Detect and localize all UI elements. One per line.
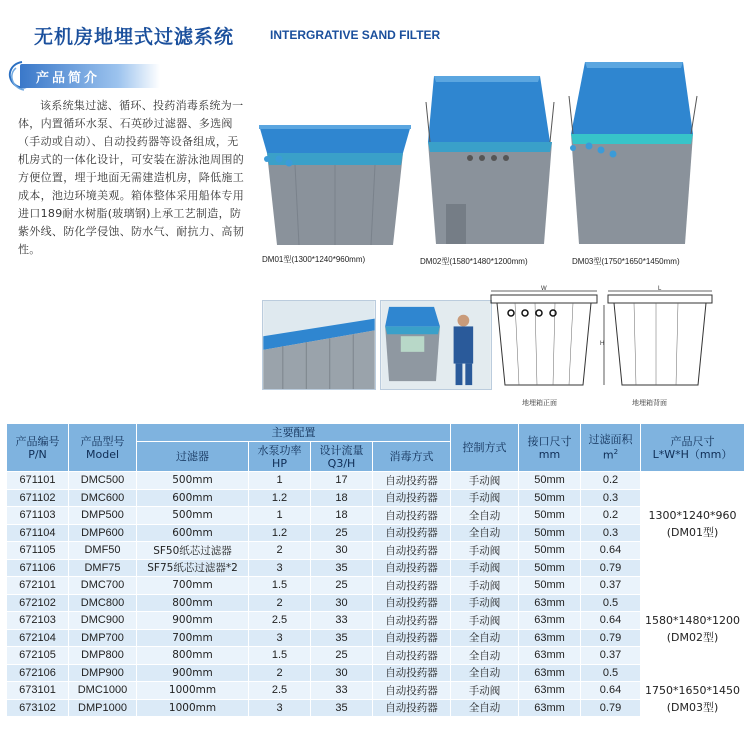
cell-control: 全自动	[451, 629, 519, 647]
cell-disinfect: 自动投药器	[373, 559, 451, 577]
cell-port: 63mm	[519, 664, 581, 682]
cell-model: DMP800	[69, 647, 137, 665]
cell-area: 0.64	[581, 682, 641, 700]
cell-port: 63mm	[519, 594, 581, 612]
cell-area: 0.5	[581, 594, 641, 612]
cell-area: 0.79	[581, 629, 641, 647]
cell-flow: 35	[311, 699, 373, 717]
cell-disinfect: 自动投药器	[373, 664, 451, 682]
cell-pump: 1.2	[249, 489, 311, 507]
cell-model: DMC800	[69, 594, 137, 612]
cell-pn: 672104	[7, 629, 69, 647]
product-dm03-caption: DM03型(1750*1650*1450mm)	[572, 257, 680, 266]
size-type: (DM01型)	[666, 526, 719, 539]
spec-table	[6, 423, 745, 717]
cell-model: DMC500	[69, 472, 137, 490]
cell-area: 0.79	[581, 699, 641, 717]
cell-port: 50mm	[519, 472, 581, 490]
intro-text: 该系统集过滤、循环、投药消毒系统为一体，内置循环水泵、石英砂过滤器、多选阀（手动或自动）、自动投药器等设备组成，无机房式的一体化设计，可安装在游泳池周围的方便位置，埋于地面无需建造机房，降低施工成本，池边环境美观。箱体整体采用船体专用进口189耐水树脂(玻璃钢)上承工艺制造，防紫外线、防化学侵蚀、防水气、耐抗力、高韧性。	[18, 99, 244, 256]
cell-pump: 3	[249, 559, 311, 577]
cell-control: 手动阀	[451, 559, 519, 577]
cell-filter: 500mm	[137, 507, 249, 525]
cell-flow: 30	[311, 542, 373, 560]
cell-size	[641, 472, 745, 577]
cell-model: DMP600	[69, 524, 137, 542]
cell-control: 全自动	[451, 507, 519, 525]
cell-pn: 671106	[7, 559, 69, 577]
page-title-english: INTERGRATIVE SAND FILTER	[270, 28, 441, 42]
cell-area: 0.3	[581, 489, 641, 507]
cell-model: DMP1000	[69, 699, 137, 717]
header-pn: 产品编号 P/N	[7, 424, 69, 472]
cell-size	[641, 682, 745, 717]
cell-port: 50mm	[519, 542, 581, 560]
cell-pump: 3	[249, 699, 311, 717]
factory-photo-row-image	[262, 300, 376, 390]
table-row	[7, 629, 745, 647]
cell-pump: 2	[249, 542, 311, 560]
cell-pn: 671104	[7, 524, 69, 542]
cell-flow: 18	[311, 507, 373, 525]
cell-pump: 1.5	[249, 577, 311, 595]
cell-pump: 2	[249, 664, 311, 682]
header-flow: 设计流量 Q3/H	[311, 442, 373, 472]
intro-label: 产品简介	[36, 71, 101, 86]
cell-disinfect: 自动投药器	[373, 682, 451, 700]
cell-area: 0.2	[581, 507, 641, 525]
cell-disinfect: 自动投药器	[373, 647, 451, 665]
cell-pn: 672106	[7, 664, 69, 682]
cell-pn: 673101	[7, 682, 69, 700]
cell-pn: 672103	[7, 612, 69, 630]
cell-filter: 600mm	[137, 524, 249, 542]
cell-control: 全自动	[451, 664, 519, 682]
side-view-height-label: H	[600, 341, 605, 347]
cell-filter: 700mm	[137, 629, 249, 647]
cell-port: 63mm	[519, 682, 581, 700]
cell-control: 手动阀	[451, 472, 519, 490]
header-main-config: 主要配置	[137, 424, 451, 442]
cell-port: 50mm	[519, 507, 581, 525]
cell-control: 手动阀	[451, 489, 519, 507]
page-title: 无机房地埋式过滤系统	[34, 26, 235, 48]
table-row	[7, 524, 745, 542]
cell-filter: 500mm	[137, 472, 249, 490]
table-row	[7, 542, 745, 560]
cell-port: 63mm	[519, 629, 581, 647]
product-dm03-image	[565, 60, 700, 252]
cell-area: 0.5	[581, 664, 641, 682]
cell-filter: 1000mm	[137, 699, 249, 717]
product-dm02-image	[420, 72, 560, 252]
cell-filter: SF75纸芯过滤器*2	[137, 559, 249, 577]
cell-disinfect: 自动投药器	[373, 612, 451, 630]
cell-model: DMC600	[69, 489, 137, 507]
cell-control: 全自动	[451, 524, 519, 542]
cell-port: 63mm	[519, 699, 581, 717]
table-row	[7, 489, 745, 507]
cell-port: 63mm	[519, 612, 581, 630]
size-type: (DM03型)	[666, 701, 719, 714]
factory-photo-worker-image	[380, 300, 492, 390]
cell-port: 63mm	[519, 647, 581, 665]
cell-area: 0.37	[581, 647, 641, 665]
size-dimensions: 1580*1480*1200	[645, 614, 740, 627]
cell-model: DMF75	[69, 559, 137, 577]
table-row	[7, 647, 745, 665]
cell-area: 0.79	[581, 559, 641, 577]
cell-control: 手动阀	[451, 594, 519, 612]
cell-pn: 673102	[7, 699, 69, 717]
product-dm01-image	[255, 113, 415, 253]
cell-model: DMC700	[69, 577, 137, 595]
product-dm01-caption: DM01型(1300*1240*960mm)	[262, 255, 366, 264]
cell-filter: 900mm	[137, 664, 249, 682]
cell-flow: 35	[311, 629, 373, 647]
cell-control: 全自动	[451, 699, 519, 717]
size-dimensions: 1750*1650*1450	[645, 684, 740, 697]
table-row	[7, 472, 745, 490]
cell-filter: 600mm	[137, 489, 249, 507]
cell-disinfect: 自动投药器	[373, 577, 451, 595]
cell-filter: SF50纸芯过滤器	[137, 542, 249, 560]
cell-filter: 900mm	[137, 612, 249, 630]
cell-model: DMF50	[69, 542, 137, 560]
cell-control: 手动阀	[451, 542, 519, 560]
table-row	[7, 577, 745, 595]
cell-disinfect: 自动投药器	[373, 699, 451, 717]
cell-pn: 671102	[7, 489, 69, 507]
product-dm02-caption: DM02型(1580*1480*1200mm)	[420, 257, 528, 266]
cell-port: 50mm	[519, 559, 581, 577]
cell-flow: 25	[311, 577, 373, 595]
cell-model: DMP900	[69, 664, 137, 682]
cell-area: 0.2	[581, 472, 641, 490]
cell-port: 50mm	[519, 524, 581, 542]
cell-model: DMP700	[69, 629, 137, 647]
cell-disinfect: 自动投药器	[373, 507, 451, 525]
cell-disinfect: 自动投药器	[373, 542, 451, 560]
cell-area: 0.37	[581, 577, 641, 595]
cell-flow: 25	[311, 524, 373, 542]
cell-filter: 800mm	[137, 594, 249, 612]
cell-flow: 17	[311, 472, 373, 490]
cell-area: 0.64	[581, 542, 641, 560]
side-view-caption: 地埋箱背面	[632, 399, 667, 407]
cell-flow: 25	[311, 647, 373, 665]
table-row	[7, 682, 745, 700]
cell-flow: 33	[311, 682, 373, 700]
cell-pump: 1.5	[249, 647, 311, 665]
table-row	[7, 699, 745, 717]
cell-model: DMC900	[69, 612, 137, 630]
cell-area: 0.3	[581, 524, 641, 542]
cell-flow: 30	[311, 664, 373, 682]
cell-pn: 672105	[7, 647, 69, 665]
cell-pump: 2.5	[249, 682, 311, 700]
cell-disinfect: 自动投药器	[373, 524, 451, 542]
cell-flow: 33	[311, 612, 373, 630]
cell-control: 手动阀	[451, 612, 519, 630]
cell-port: 50mm	[519, 489, 581, 507]
cell-flow: 35	[311, 559, 373, 577]
cell-disinfect: 自动投药器	[373, 489, 451, 507]
header-size: 产品尺寸 L*W*H（mm）	[641, 424, 745, 472]
cell-filter: 700mm	[137, 577, 249, 595]
cell-control: 手动阀	[451, 577, 519, 595]
cell-size	[641, 577, 745, 682]
cell-pn: 671105	[7, 542, 69, 560]
cell-flow: 30	[311, 594, 373, 612]
cell-pump: 1.2	[249, 524, 311, 542]
front-view-drawing	[485, 285, 603, 395]
cell-pn: 672102	[7, 594, 69, 612]
table-row	[7, 612, 745, 630]
cell-pump: 1	[249, 507, 311, 525]
cell-port: 50mm	[519, 577, 581, 595]
cell-control: 全自动	[451, 647, 519, 665]
cell-area: 0.64	[581, 612, 641, 630]
cell-pn: 672101	[7, 577, 69, 595]
side-view-drawing	[600, 285, 718, 395]
cell-disinfect: 自动投药器	[373, 472, 451, 490]
header-filter: 过滤器	[137, 442, 249, 472]
cell-disinfect: 自动投药器	[373, 629, 451, 647]
cell-disinfect: 自动投药器	[373, 594, 451, 612]
cell-filter: 1000mm	[137, 682, 249, 700]
cell-pn: 671103	[7, 507, 69, 525]
cell-pn: 671101	[7, 472, 69, 490]
size-type: (DM02型)	[666, 631, 719, 644]
front-view-width-label: W	[541, 286, 547, 292]
header-control: 控制方式	[451, 424, 519, 472]
table-row	[7, 664, 745, 682]
table-row	[7, 507, 745, 525]
intro-label-bar	[20, 64, 160, 88]
cell-pump: 1	[249, 472, 311, 490]
header-area: 过滤面积 $m^2$	[581, 424, 641, 472]
cell-pump: 2	[249, 594, 311, 612]
cell-control: 手动阀	[451, 682, 519, 700]
side-view-length-label: L	[658, 286, 662, 292]
cell-pump: 3	[249, 629, 311, 647]
size-dimensions: 1300*1240*960	[648, 509, 737, 522]
table-row	[7, 559, 745, 577]
front-view-caption: 地埋箱正面	[522, 399, 557, 407]
cell-filter: 800mm	[137, 647, 249, 665]
cell-pump: 2.5	[249, 612, 311, 630]
table-row	[7, 594, 745, 612]
header-disinfect: 消毒方式	[373, 442, 451, 472]
header-model: 产品型号 Model	[69, 424, 137, 472]
cell-flow: 18	[311, 489, 373, 507]
cell-model: DMC1000	[69, 682, 137, 700]
cell-model: DMP500	[69, 507, 137, 525]
header-pump: 水泵功率 HP	[249, 442, 311, 472]
header-port: 接口尺寸 mm	[519, 424, 581, 472]
